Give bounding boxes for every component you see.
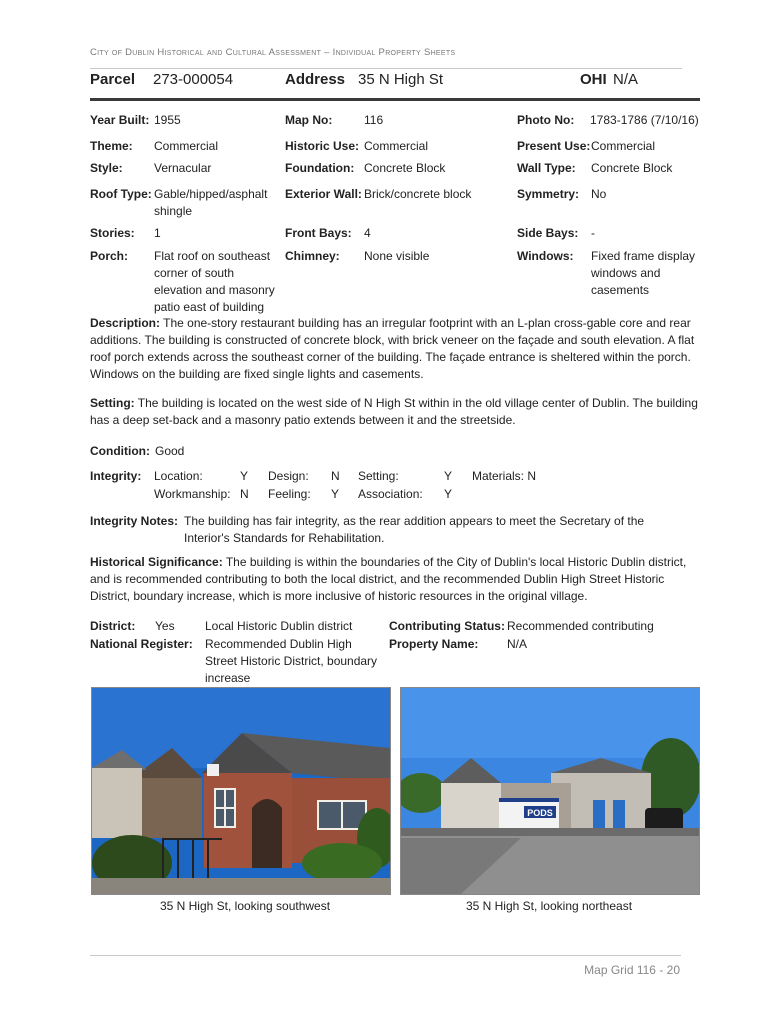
windows-label: Windows: <box>517 249 574 263</box>
integrity-materials-value: N <box>527 469 537 483</box>
map-no-label: Map No: <box>285 113 333 127</box>
stories-label: Stories: <box>90 226 135 240</box>
condition-label: Condition: <box>90 444 150 458</box>
integrity-setting-value: Y <box>444 469 453 483</box>
page-footer: Map Grid 116 - 20 <box>584 963 680 977</box>
district-name: Local Historic Dublin district <box>205 619 353 633</box>
chimney-label: Chimney: <box>285 249 340 263</box>
theme-value: Commercial <box>154 139 219 153</box>
property-name-value: N/A <box>507 637 528 651</box>
historic-use-label: Historic Use: <box>285 139 360 153</box>
parcel-label: Parcel <box>90 71 136 88</box>
contributing-status-label: Contributing Status: <box>389 619 505 633</box>
front-bays-label: Front Bays: <box>285 226 352 240</box>
contributing-status-value: Recommended contributing <box>507 619 654 633</box>
wall-type-value: Concrete Block <box>591 161 673 175</box>
integrity-notes-label: Integrity Notes: <box>90 514 179 528</box>
integrity-location-value: Y <box>240 469 249 483</box>
parcel-value: 273-000054 <box>153 71 234 88</box>
historical-significance-text: The building is within the boundaries of the City of Dublin's local Historic Dublin district, and is recommended contributing to both the local district, and the recommended Dublin High Street Historic District, boundary increase, which is more inclusive of historic resources in the original village. <box>90 555 687 603</box>
porch-value: Flat roof on southeast corner of south elevation and masonry patio east of building <box>154 249 275 314</box>
address-label: Address <box>285 71 346 88</box>
historical-significance-paragraph <box>90 554 700 605</box>
ohi-label: OHI <box>580 71 607 88</box>
chimney-value: None visible <box>364 249 430 263</box>
integrity-workmanship-value: N <box>240 487 249 501</box>
photo-southwest <box>91 687 391 895</box>
integrity-association-label: Association: <box>358 487 423 501</box>
symmetry-value: No <box>591 187 607 201</box>
integrity-workmanship-label: Workmanship: <box>154 487 231 501</box>
header-title: City of Dublin Historical and Cultural Assessment – Individual Property Sheets <box>90 47 456 58</box>
integrity-design-label: Design: <box>268 469 309 483</box>
description-text: The one-story restaurant building has an irregular footprint with an L-plan cross-gable core and rear additions. The building is constructed of concrete block, with brick veneer on the façade and south elevation. A flat roof porch extends across the southeast corner of the building. The façade entrance is sheltered within the porch. Windows on the building are fixed single lights and casements. <box>90 316 695 381</box>
setting-paragraph <box>90 395 700 429</box>
exterior-wall-value: Brick/concrete block <box>364 187 472 201</box>
integrity-setting-label: Setting: <box>358 469 399 483</box>
photo-no-label: Photo No: <box>517 113 575 127</box>
description-paragraph <box>90 315 700 383</box>
photo-no-value: 1783-1786 (7/10/16) <box>590 113 699 127</box>
year-built-value: 1955 <box>154 113 181 127</box>
side-bays-label: Side Bays: <box>517 226 579 240</box>
integrity-notes-text: The building has fair integrity, as the rear addition appears to meet the Secretary of the Interior's Standards for Rehabilitation. <box>184 514 645 545</box>
side-bays-value: - <box>591 226 595 240</box>
district-label: District: <box>90 619 136 633</box>
integrity-label: Integrity: <box>90 469 142 483</box>
address-value: 35 N High St <box>358 71 444 88</box>
integrity-association-value: Y <box>444 487 453 501</box>
wall-type-label: Wall Type: <box>517 161 576 175</box>
condition-value: Good <box>155 444 185 458</box>
description-label: Description: <box>90 316 161 330</box>
foundation-label: Foundation: <box>285 161 355 175</box>
integrity-design-value: N <box>331 469 340 483</box>
exterior-wall-label: Exterior Wall: <box>285 187 362 201</box>
porch-label: Porch: <box>90 249 129 263</box>
windows-value: Fixed frame display windows and casements <box>591 249 696 297</box>
map-no-value: 116 <box>364 113 384 127</box>
year-built-label: Year Built: <box>90 113 150 127</box>
integrity-location-label: Location: <box>154 469 203 483</box>
integrity-feeling-label: Feeling: <box>268 487 311 501</box>
roof-type-value: Gable/hipped/asphalt shingle <box>154 187 268 218</box>
photo-southwest-caption: 35 N High St, looking southwest <box>159 899 331 913</box>
national-register-label: National Register: <box>90 637 193 651</box>
ohi-value: N/A <box>613 71 639 88</box>
historic-use-value: Commercial <box>364 139 429 153</box>
setting-text: The building is located on the west side of N High St within in the old village center of Dublin. The building has a deep set-back and a masonry patio extends between it and the streetside. <box>90 396 698 427</box>
stories-value: 1 <box>154 226 161 240</box>
integrity-materials-label: Materials: <box>472 469 525 483</box>
front-bays-value: 4 <box>364 226 371 240</box>
footer-divider <box>90 955 681 956</box>
title-divider <box>90 98 700 101</box>
historical-significance-label: Historical Significance: <box>90 555 223 569</box>
theme-label: Theme: <box>90 139 133 153</box>
photo-northeast-caption: 35 N High St, looking northeast <box>465 899 633 913</box>
setting-label: Setting: <box>90 396 135 410</box>
present-use-label: Present Use: <box>517 139 591 153</box>
integrity-materials <box>472 468 536 485</box>
photo-northeast-image <box>401 688 699 894</box>
symmetry-label: Symmetry: <box>517 187 580 201</box>
photo-northeast <box>400 687 700 895</box>
photo-southwest-image <box>92 688 390 894</box>
header-divider <box>90 68 682 69</box>
property-name-label: Property Name: <box>389 637 479 651</box>
district-value: Yes <box>155 619 175 633</box>
pods-sign-text: PODS <box>527 808 553 818</box>
present-use-value: Commercial <box>591 139 656 153</box>
roof-type-label: Roof Type: <box>90 187 152 201</box>
integrity-feeling-value: Y <box>331 487 340 501</box>
foundation-value: Concrete Block <box>364 161 446 175</box>
style-value: Vernacular <box>154 161 212 175</box>
national-register-value: Recommended Dublin High Street Historic District, boundary increase <box>205 637 378 685</box>
style-label: Style: <box>90 161 123 175</box>
document-header <box>90 47 455 58</box>
